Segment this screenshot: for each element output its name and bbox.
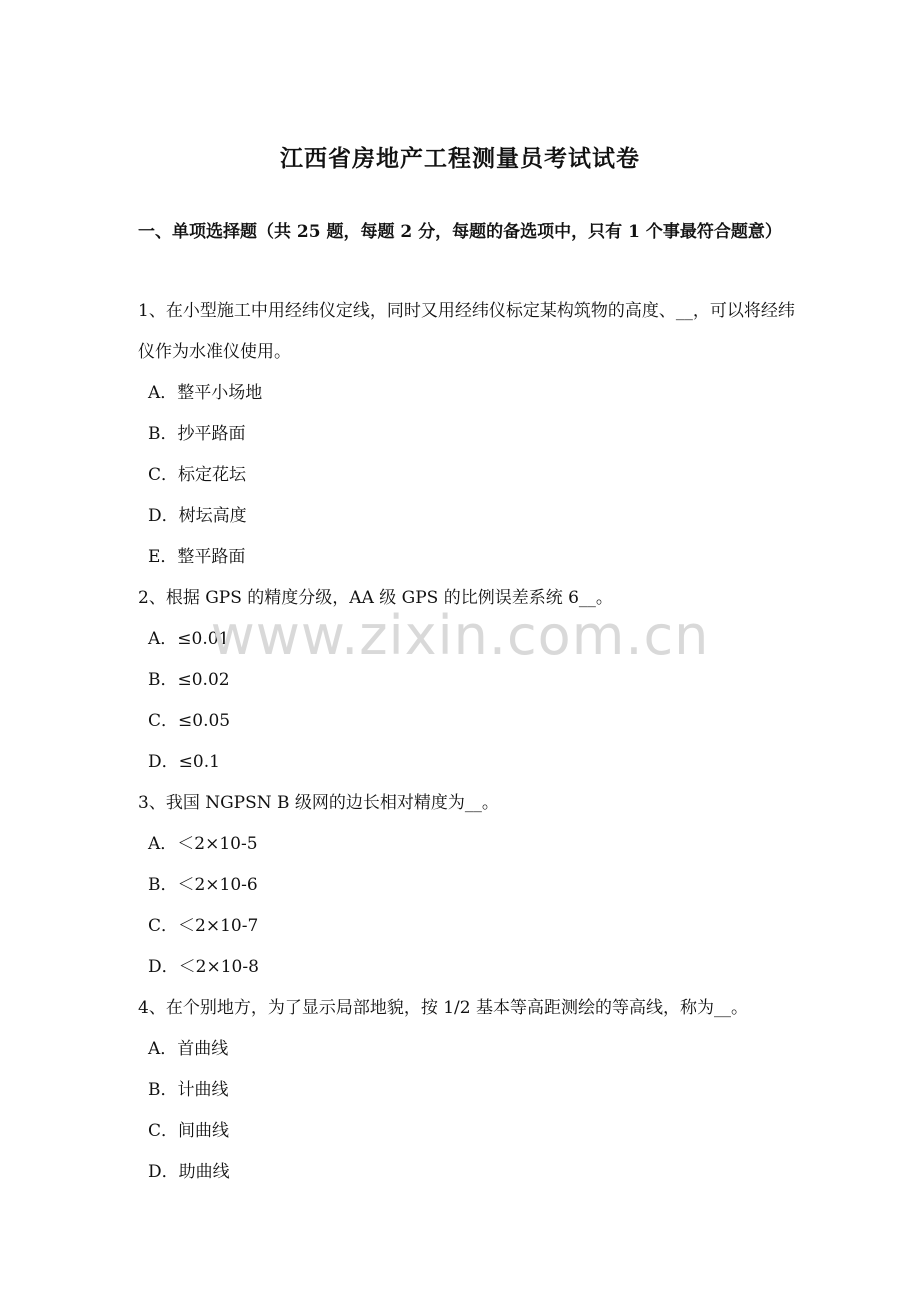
question-4-option-a: A．首曲线 xyxy=(148,1039,229,1059)
question-1-option-c: C．标定花坛 xyxy=(148,465,247,485)
question-2: 2、根据 GPS 的精度分级，AA 级 GPS 的比例误差系统 6__。 xyxy=(138,588,613,608)
question-2-option-d: D．≤0.1 xyxy=(148,752,220,772)
watermark-text: www.zixin.com.cn xyxy=(210,604,710,667)
question-3-option-b: B．＜2×10-6 xyxy=(148,875,258,895)
question-4-option-b: B．计曲线 xyxy=(148,1080,229,1100)
page-title: 江西省房地产工程测量员考试试卷 xyxy=(280,145,640,172)
question-1-option-d: D．树坛高度 xyxy=(148,506,247,526)
question-1-option-a: A．整平小场地 xyxy=(148,383,263,403)
question-list xyxy=(138,291,798,1193)
question-4-option-d: D．助曲线 xyxy=(148,1162,230,1182)
question-3: 3、我国 NGPSN B 级网的边长相对精度为__。 xyxy=(138,793,499,813)
question-1-option-e: E．整平路面 xyxy=(148,547,246,567)
question-4-option-c: C．间曲线 xyxy=(148,1121,230,1141)
section-heading: 一、单项选择题（共 25 题，每题 2 分，每题的备选项中，只有 1 个事最符合题意） xyxy=(138,222,782,242)
question-3-option-d: D．＜2×10-8 xyxy=(148,957,259,977)
question-1-option-b: B．抄平路面 xyxy=(148,424,246,444)
question-3-option-a: A．＜2×10-5 xyxy=(148,834,258,854)
question-2-option-c: C．≤0.05 xyxy=(148,711,231,731)
question-1: 1、在小型施工中用经纬仪定线，同时又用经纬仪标定某构筑物的高度、__，可以将经纬仪作为水准仪使用。 xyxy=(138,301,795,362)
question-4: 4、在个别地方，为了显示局部地貌，按 1/2 基本等高距测绘的等高线，称为__。 xyxy=(138,998,748,1018)
question-3-option-c: C．＜2×10-7 xyxy=(148,916,259,936)
question-2-option-a: A．≤0.01 xyxy=(148,629,230,649)
question-2-option-b: B．≤0.02 xyxy=(148,670,230,690)
